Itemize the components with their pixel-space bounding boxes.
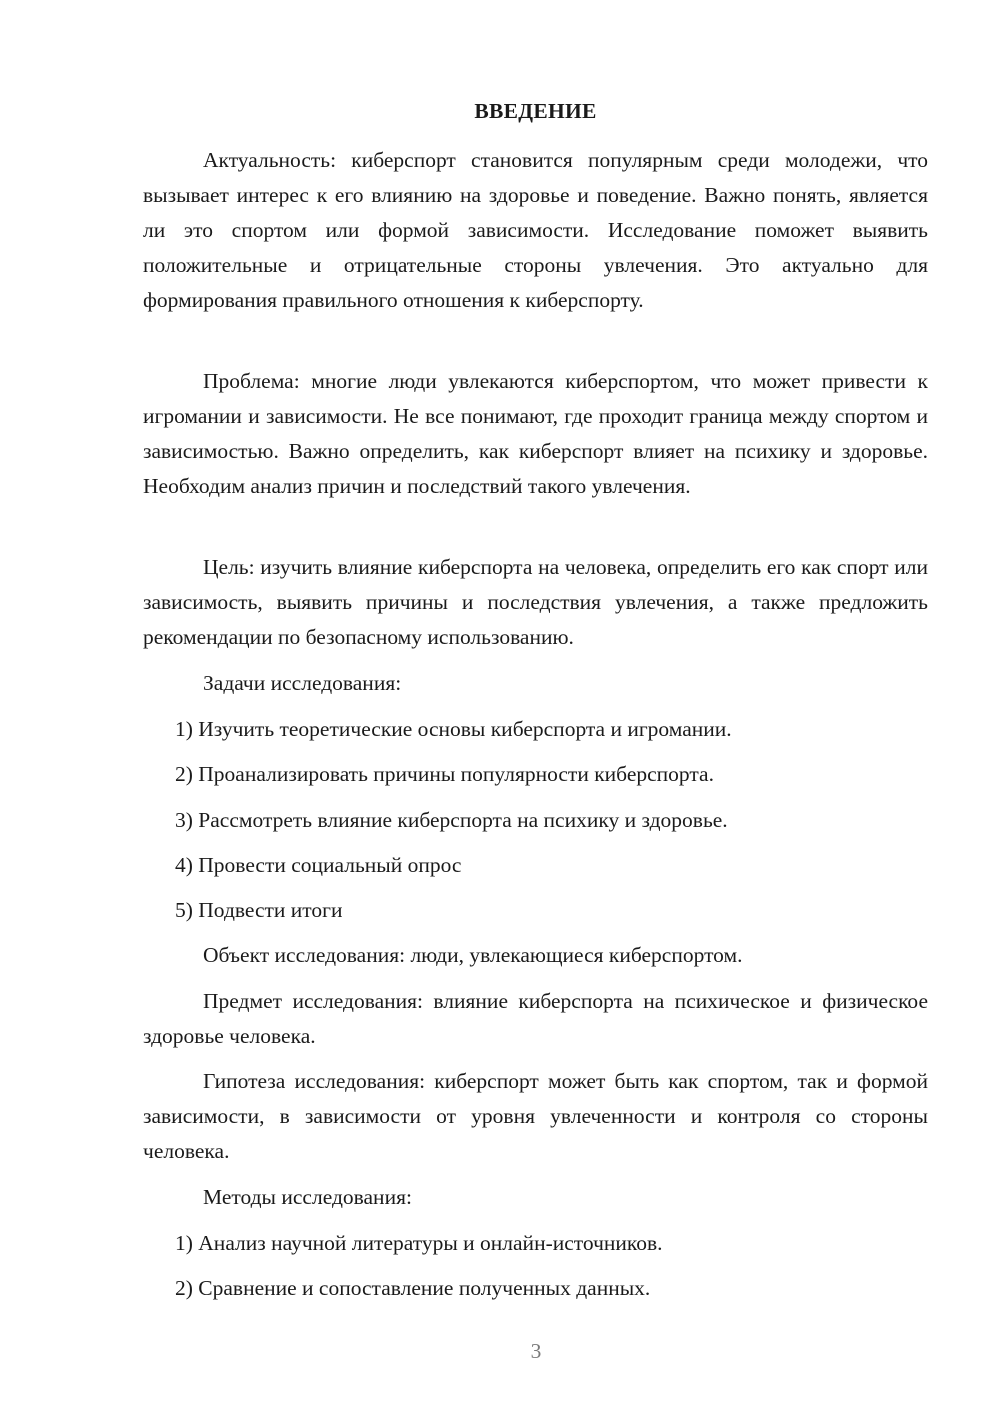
task-item-2: 2) Проанализировать причины популярности киберспорта. [175,762,714,786]
paragraph-relevance: Актуальность: киберспорт становится популярным среди молодежи, что вызывает интерес к его влиянию на здоровье и поведение. Важно понять, является ли это спортом или формой зависимости. Исследование поможет выявить положительные и отрицательные стороны увлечения. Это актуально для формирования правильного отношения к киберспорту. [143,148,928,312]
task-item-3: 3) Рассмотреть влияние киберспорта на психику и здоровье. [175,808,728,832]
paragraph-goal: Цель: изучить влияние киберспорта на человека, определить его как спорт или зависимость, выявить причины и последствия увлечения, а также предложить рекомендации по безопасному использованию. [143,555,928,649]
task-item-1: 1) Изучить теоретические основы киберспорта и игромании. [175,717,732,741]
task-item-4: 4) Провести социальный опрос [175,853,462,877]
methods-label: Методы исследования: [203,1185,412,1209]
paragraph-subject: Предмет исследования: влияние киберспорта на психическое и физическое здоровье человека. [143,989,928,1048]
section-heading: ВВЕДЕНИЕ [474,99,597,123]
paragraph-problem: Проблема: многие люди увлекаются киберспортом, что может привести к игромании и зависимости. Не все понимают, где проходит граница между спортом и зависимостью. Важно определить, как киберспорт влияет на психику и здоровье. Необходим анализ причин и последствий такого увлечения. [143,369,928,498]
method-item-2: 2) Сравнение и сопоставление полученных данных. [175,1276,651,1300]
task-item-5: 5) Подвести итоги [175,898,343,922]
method-item-1: 1) Анализ научной литературы и онлайн-источников. [175,1231,663,1255]
paragraph-object: Объект исследования: люди, увлекающиеся киберспортом. [203,943,743,967]
tasks-label: Задачи исследования: [203,671,402,695]
paragraph-hypothesis: Гипотеза исследования: киберспорт может быть как спортом, так и формой зависимости, в зависимости от уровня увлеченности и контроля со стороны человека. [143,1069,928,1163]
page-number: 3 [530,1339,542,1363]
